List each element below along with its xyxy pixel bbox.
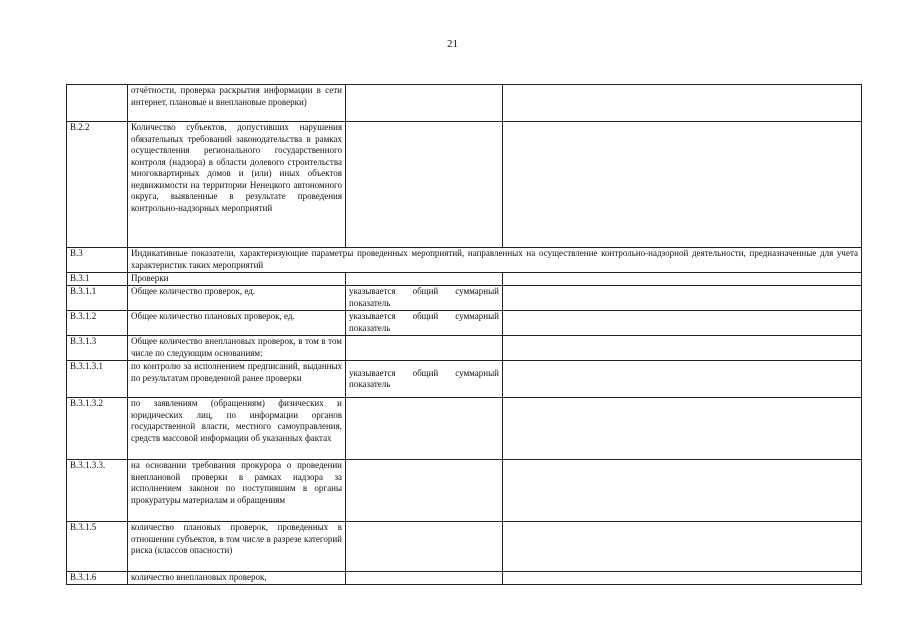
row-note: указывается общий суммарный показатель — [346, 361, 503, 398]
table-row — [67, 398, 862, 460]
row-value — [503, 85, 862, 122]
row-description: Количество субъектов, допустивших нарушения обязательных требований законодательства в рамках осуществления регионального государственного контроля (надзора) в области долевого строительства многоквартирных домов и (или) иных объектов недвижимости на территории Ненецкого автономного округа, выявленные в результате проведения контрольно-надзорных мероприятий — [128, 122, 346, 248]
table-row — [67, 85, 862, 122]
row-description: отчётности, проверка раскрытия информации в сети интернет, плановые и внеплановые проверки) — [128, 85, 346, 122]
page-number: 21 — [447, 38, 458, 50]
row-description: по заявлениям (обращениям) физических и юридических лиц, по информации органов государственной власти, местного самоуправления, средств массовой информации об указанных фактах — [128, 398, 346, 460]
row-value — [503, 398, 862, 460]
table-row — [67, 273, 862, 286]
row-value — [503, 522, 862, 572]
row-code: В.3.1.3.1 — [67, 361, 128, 398]
row-code: В.3 — [67, 248, 128, 273]
row-description: количество плановых проверок, проведенных в отношении субъектов, в том числе в разрезе категорий риска (классов опасности) — [128, 522, 346, 572]
section-heading: Индикативные показатели, характеризующие параметры проведенных мероприятий, направленных на осуществление контрольно-надзорной деятельности, предназначенные для учета характеристик таких мероприятий — [128, 248, 862, 273]
row-note: указывается общий суммарный показатель — [346, 311, 503, 336]
row-description: Общее количество плановых проверок, ед. — [128, 311, 346, 336]
row-code: В.2.2 — [67, 122, 128, 248]
row-code: В.3.1.3.3. — [67, 460, 128, 522]
table-row — [67, 122, 862, 248]
row-code: В.3.1.3 — [67, 336, 128, 361]
row-description: количество внеплановых проверок, — [128, 572, 346, 585]
row-value — [503, 572, 862, 585]
table-row — [67, 248, 862, 273]
row-value — [503, 311, 862, 336]
row-code — [67, 85, 128, 122]
row-description: по контролю за исполнением предписаний, выданных по результатам проведенной ранее проверки — [128, 361, 346, 398]
row-note — [346, 522, 503, 572]
row-code: В.3.1.2 — [67, 311, 128, 336]
indicators-table — [66, 84, 862, 585]
table-row — [67, 522, 862, 572]
row-value — [503, 286, 862, 311]
table-row — [67, 336, 862, 361]
row-description: Общее количество внеплановых проверок, в том в том числе по следующим основаниям: — [128, 336, 346, 361]
row-note — [346, 85, 503, 122]
row-note — [346, 398, 503, 460]
row-description: Проверки — [128, 273, 346, 286]
table-row — [67, 286, 862, 311]
row-note: указывается общий суммарный показатель — [346, 286, 503, 311]
row-value — [503, 460, 862, 522]
row-code: В.3.1.5 — [67, 522, 128, 572]
table-row — [67, 460, 862, 522]
row-value — [503, 122, 862, 248]
row-code: В.3.1 — [67, 273, 128, 286]
row-code: В.3.1.3.2 — [67, 398, 128, 460]
row-value — [503, 273, 862, 286]
row-description: на основании требования прокурора о проведении внеплановой проверки в рамках надзора за исполнением законов по поступившим в органы прокуратуры материалам и обращениям — [128, 460, 346, 522]
row-note — [346, 122, 503, 248]
row-code: В.3.1.6 — [67, 572, 128, 585]
table-row — [67, 572, 862, 585]
row-value — [503, 361, 862, 398]
row-value — [503, 336, 862, 361]
row-note — [346, 273, 503, 286]
row-code: В.3.1.1 — [67, 286, 128, 311]
row-note — [346, 572, 503, 585]
row-description: Общее количество проверок, ед. — [128, 286, 346, 311]
row-note — [346, 336, 503, 361]
table-row — [67, 311, 862, 336]
table-row — [67, 361, 862, 398]
row-note — [346, 460, 503, 522]
